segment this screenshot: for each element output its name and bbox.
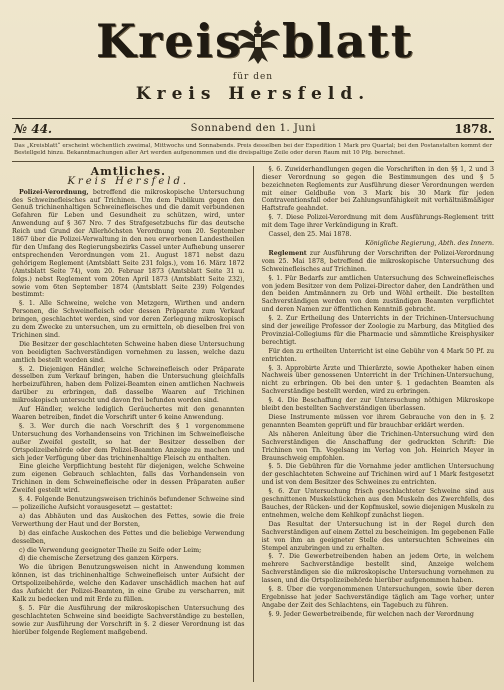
section-subheading: Kreis Hersfeld. — [67, 175, 190, 187]
date-bar — [12, 118, 494, 140]
paragraph-text: a) das Abhäuten und das Auskochen des Fettes, sowie die freie Verwerthung der Haut und der Borsten, — [12, 512, 245, 528]
paragraph-text: §. 2. Zur Ertheilung des Unterrichts in der Trichinen-Untersuchung sind der jeweilige Professor der Zoologie zu Marburg, das Mitglied des Provinzial-Collegiums für die Pharmacie und sämmtliche Kreisphysiker berechtigt. — [261, 315, 494, 346]
paragraph — [12, 513, 245, 529]
paragraph — [262, 463, 495, 487]
title-left: Kreis — [96, 14, 243, 68]
paragraph-text: §. 8. Über die vorgenommenen Untersuchungen, sowie über deren Ergebnisse hat jeder Sachverständige täglich am Tage vorher, unter Angabe der Zeit des Schlachtens, ein Tagebuch zu führen. — [261, 586, 494, 609]
columns — [12, 162, 494, 682]
paragraph — [262, 315, 495, 347]
paragraph-text: c) die Verwendung geeigneter Theile zu Seife oder Leim; — [19, 546, 202, 554]
paragraph — [12, 496, 245, 512]
right-column — [262, 166, 495, 682]
paragraph-text: §. 1. Für Bedarfs zur amtlichen Untersuchung des Schweinefleisches von jedem Besitzer von dem Polizei-Director daher, den Landräthen und den beiden Amtmännern zu Orb und Wöhl ertheilt. Die bestellten Sachverständigen werden von dem zuständigen Beamten verpflichtet und deren Namen zur öffentlichen Kenntniß gebracht. — [261, 274, 494, 314]
paragraph-lead: Polizei-Verordnung, — [19, 188, 89, 196]
title-row — [12, 12, 494, 70]
section-heading: Amtliches. — [90, 165, 166, 178]
paragraph-text: §. 3. Approbirte Ärzte und Thierärzte, sowie Apotheker haben einen Nachweis über genossenen Unterricht in der Trichinen-Untersuchung, nicht zu erbringen. Ob bei den unter §. 1 gedachten Beamten als Sachverständige bestellt werden, wird zu erbringen. — [261, 364, 494, 396]
issue-date: Sonnabend den 1. Juni — [190, 123, 316, 134]
paragraph — [12, 463, 245, 495]
paragraph-text: Cassel, den 25. Mai 1878. — [268, 231, 352, 239]
paragraph-text: §. 5. Die Gebühren für die Vornahme jeder amtlichen Untersuchung der geschlachteten Schweine auf Trichinen wird auf 1 Mark festgesetzt und ist von dem Besitzer des Schweines zu entrichten. — [261, 463, 494, 487]
paragraph — [12, 605, 245, 637]
district-name: Kreis Hersfeld. — [135, 84, 371, 104]
paragraph — [262, 250, 495, 274]
paragraph — [262, 586, 495, 610]
paragraph — [12, 300, 245, 340]
paragraph — [262, 166, 495, 213]
paragraph — [262, 488, 495, 520]
paragraph — [262, 348, 495, 364]
paragraph-text: Eine gleiche Verpflichtung besteht für diejenigen, welche Schweine zum eigenen Gebrauch schlachten, falls das Vorhandensein von Trichinen in dem Schweinefleische oder in dessen Präparaten außer Zweifel gestellt wird. — [12, 463, 245, 495]
paragraph — [262, 553, 495, 585]
left-column — [12, 166, 245, 682]
paragraph-text: zur Ausführung der Vorschriften der Polizei-Verordnung vom 25. Mai 1878, betreffend die mikroskopische Untersuchung des Schweinefleisches auf Trichinen. — [261, 249, 494, 273]
signature: Königliche Regierung, Abth. des Innern. — [365, 239, 494, 247]
paragraph-text: Wo die übrigen Benutzungsweisen nicht in Anwendung kommen können, ist das trichinenhaltige Schweinefleisch unter Aufsicht der Ortspolizeibehörde, welche den Kadaver unschädlich machen hat auf das Aufsicht der Polizei-Beamten, in eine Grube zu verscharren, mit Kalk zu bedecken und mit Erde zu füllen. — [12, 564, 245, 603]
paragraph-text: Für den zu ertheilten Unterricht ist eine Gebühr von 4 Mark 50 Pf. zu entrichten. — [261, 347, 494, 363]
paragraph-text: Die Besitzer der geschlachteten Schweine haben diese Untersuchung von beeidigten Sachverständigen vornehmen zu lassen, welche dazu amtlich bestellt worden sind. — [12, 340, 245, 364]
eagle-emblem-icon — [234, 16, 282, 68]
paragraph — [12, 555, 245, 563]
paragraph — [262, 397, 495, 413]
paragraph — [12, 366, 245, 406]
paragraph-text: §. 4. Die Beschaffung der zur Untersuchung nöthigen Mikroskope bleibt den bestellten Sachverständigen überlassen. — [261, 397, 494, 413]
paragraph — [262, 214, 495, 230]
issue-year: 1878. — [454, 121, 492, 136]
paragraph-text: Das Resultat der Untersuchung ist in der Regel durch den Sachverständigen auf einem Zettel zu bescheinigen. Im gegebenen Falle ist von ihm an geeigneter Stelle des untersuchten Schweines ein Stempel anzubringen und zu erhalten. — [261, 520, 494, 552]
paragraph-text: §. 7. Diese Polizei-Verordnung mit dem Ausführungs-Reglement tritt mit dem Tage ihrer Verkündigung in Kraft. — [261, 214, 494, 230]
paragraph — [262, 365, 495, 397]
paragraph-text: §. 3. Wer durch die nach Vorschrift des § 1 vorgenommene Untersuchung des Vorhandenseins von Trichinen im Schweinefleische außer Zweifel gestellt, so hat der Besitzer desselben der Ortspolizeibehörde oder dem Polizei-Beamten Anzeige zu machen und sich jeder Verfügung über das trichinenhaltige Fleisch zu enthalten. — [12, 422, 245, 462]
paragraph-text: d) die chemische Zersetzung des ganzen Körpers. — [19, 555, 179, 563]
paragraph — [262, 431, 495, 463]
paragraph-text: §. 2. Diejenigen Händler, welche Schweinefleisch oder Präparate desselben zum Verkauf bringen, haben die Untersuchung gleichfalls herbeizuführen, haben dem Polizei-Beamten einen amtlichen Nachweis darüber zu erbringen, daß dasselbe Waaren auf Trichinen mikroskopisch untersucht und davon frei befunden worden sind. — [12, 365, 245, 405]
paragraph-text: §. 9. Jeder Gewerbetreibende, für welchen nach der Verordnung — [268, 610, 474, 618]
column-divider — [253, 166, 254, 682]
paragraph — [12, 189, 245, 300]
paragraph-text: betreffend die mikroskopische Untersuchung des Schweinefleisches auf Trichinen. Um dem Publikum gegen den Genuß trichinenhaltigen Schweinefleisches und die damit verbundenen Gefahren für Leben und Gesundheit zu schützen, wird, unter Anwendung auf § 367 Nro. 7 des Strafgesetzbuchs für das deutsche Reich und Grund der Allerhöchsten Verordnung vom 20. September 1867 über die Polizei-Verwaltung in den neu erworbenen Landestheilen für den Umfang des Regierungsbezirks Cassel unter Aufhebung unserer entsprechenden Verordnungen vom 21. August 1871 nebst dazu gehörigem Reglement (Amtsblatt Seite 231 folgs.), vom 16. März 1872 (Amtsblatt Seite 74), vom 20. Februar 1873 (Amtsblatt Seite 31 u. folgs.) nebst Reglement vom 20ten April 1873 (Amtsblatt Seite 232), sowie vom 6ten September 1874 (Amtsblatt Seite 239) Folgendes bestimmt: — [12, 188, 245, 299]
paragraph — [262, 611, 495, 619]
paragraph-text: §. 6. Zuwiderhandlungen gegen die Vorschriften in den §§ 1, 2 und 3 dieser Verordnung so gegen die Bestimmungen des und § 5 bezeichneten Reglements zur Ausführung dieser Verordnungen werden mit einer Geldbuße von 3 Mark bis 30 Mark für jeden Contraventionsfall oder bei Zahlungsunfähigkeit mit verhältnißmäßiger Haftstrafe geahndet. — [261, 165, 494, 213]
issue-number: № 44. — [14, 121, 53, 136]
paragraph — [12, 547, 245, 555]
paragraph — [12, 564, 245, 604]
paragraph-text: §. 6. Zur Untersuchung frisch geschlachteter Schweine sind aus geschnittenen Muskelstückchen aus den Muskeln des Zwerchfells, des Bauches, der Rücken- und der Kopfmuskel, sowie diejenigen Muskeln zu entnehmen, welche dem Kehlkopf zunächst liegen. — [261, 488, 494, 519]
paragraph-text: §. 1. Alle Schweine, welche von Metzgern, Wirthen und andern Personen, die Schweinefleisch oder dessen Präparate zum Verkauf bringen, geschlachtet werden, sind vor deren Zerlegung mikroskopisch zu dem Zwecke zu untersuchen, um zu ermitteln, ob dieselben frei von Trichinen sind. — [12, 300, 245, 339]
paragraph-text: §. 7. Die Gewerbetreibenden haben an jedem Orte, in welchem mehrere Sachverständige bestellt sind, Anzeige welchem Sachverständigen sie die mikroskopische Untersuchung vornehmen zu lassen, und die Ortspolizeibehörde hierüber aufgenommen haben. — [261, 553, 494, 585]
paragraph-text: b) das einfache Auskochen des Fettes und die beliebige Verwendung desselben, — [12, 529, 245, 545]
paragraph-text: Diese Instrumente müssen vor ihrem Gebrauche von den in §. 2 genannten Beamten geprüft und für brauchbar erklärt werden. — [261, 414, 494, 429]
paragraph — [262, 521, 495, 553]
masthead — [12, 6, 494, 110]
paragraph — [12, 423, 245, 463]
paragraph-text: §. 5. Für die Ausführung der mikroskopischen Untersuchung des geschlachteten Schweine sind beeidigte Sachverständige zu bestellen, sowie zur Ausführung der Vorschrift in §. 2 dieser Verordnung ist das hierüber folgende Reglement maßgebend. — [12, 604, 245, 636]
paragraph — [12, 406, 245, 422]
paragraph — [262, 275, 495, 315]
subtitle-fuer-den: für den — [232, 72, 274, 82]
subscription-notice: Das „Kreisblatt“ erscheint wöchentlich zweimal, Mittwochs und Sonnabends. Preis desselben bei der Expedition 1 Mark pro Quartal; bei den Postanstalten kommt der Bestellgeld hinzu. Bekanntmachungen aller Art werden aufgenommen und die dreispaltige Zeile oder deren Raum mit 10 Pfg. berechnet. — [12, 140, 494, 162]
paragraph — [12, 341, 245, 365]
paragraph — [262, 414, 495, 430]
title-right: blatt — [282, 14, 414, 68]
paragraph — [262, 231, 495, 239]
paragraph-text: Als näheren Anleitung über die Trichinen-Untersuchung wird den Sachverständigen die Anschaffung der gedruckten Schrift: Die Trichinen von Th. Vogelsang im Verlag von Joh. Heinrich Meyer in Braunschweig empfohlen. — [261, 430, 494, 462]
paragraph-lead: Reglement — [268, 249, 307, 257]
paragraph-text: §. 4. Folgende Benutzungsweisen trichinös befundener Schweine sind — polizeiliche Aufsicht vorausgesetzt — gestattet: — [12, 496, 245, 511]
paragraph-text: Auf Händler, welche lediglich Geräuchertes mit den genannten Waaren betreiben, findet die Vorschrift unter 6 keine Anwendung. — [12, 406, 245, 421]
paragraph — [12, 530, 245, 546]
